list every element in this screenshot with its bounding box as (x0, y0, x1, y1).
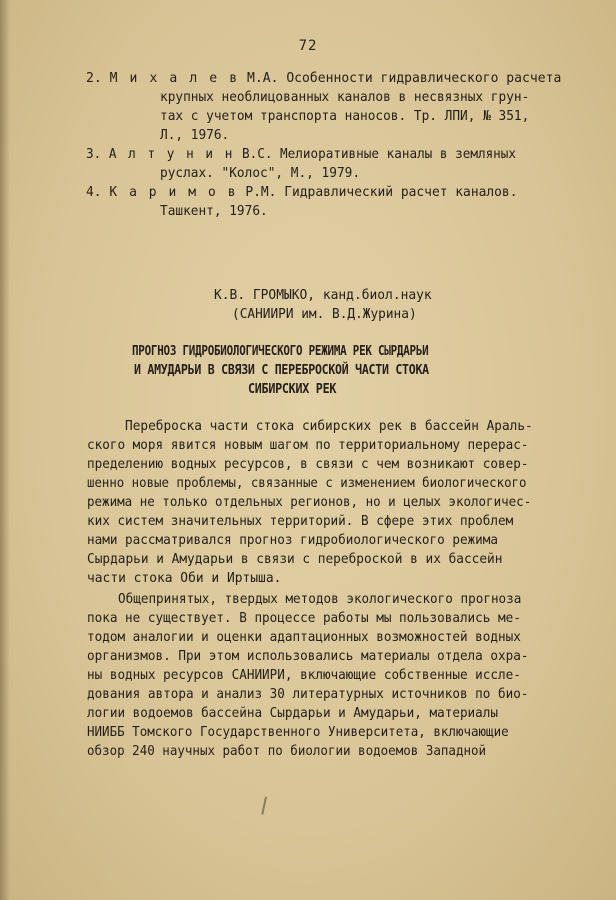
reference-text: В.С. Мелиоративные каналы в земляных (234, 146, 517, 162)
reference-continuation: Л., 1976. (160, 127, 230, 143)
body-text-line: Переброска части стока сибирских рек в бассейн Араль- (125, 418, 533, 434)
reference-number: 4. (86, 184, 102, 200)
reference-item (86, 70, 561, 86)
reference-text: М.А. Особенности гидравлического расчета (239, 70, 562, 86)
page-number: 72 (298, 38, 318, 54)
body-text-line: ны водных ресурсов САНИИРИ, включающие собственные иссле- (87, 667, 521, 683)
reference-continuation: тах с учетом транспорта наносов. Тр. ЛПИ, № 351, (160, 108, 530, 124)
body-text-line: НИИББ Томского Государственного Университета, включающие (87, 724, 509, 740)
reference-continuation: крупных необлицованных каналов в несвязных грун- (160, 89, 530, 105)
body-text-line: шенно новые проблемы, связанные с изменением биологического (87, 475, 527, 491)
body-text-line: режима не только отдельных регионов, но и целых экологичес- (87, 494, 532, 510)
article-title-line: ПРОГНОЗ ГИДРОБИОЛОГИЧЕСКОГО РЕЖИМА РЕК СЫРДАРЬИ (132, 343, 429, 359)
body-text-line: пределению водных ресурсов, в связи с чем возникают совер- (87, 456, 529, 472)
page-edge-shadow (0, 0, 10, 900)
body-text-line: нами рассматривался прогноз гидробиологического режима (87, 532, 499, 548)
reference-continuation: Ташкент, 1976. (160, 203, 268, 219)
body-text-line: тодом аналогии и оценки адаптационных возможностей водных (87, 629, 521, 645)
body-text-line: логии водоемов бассейна Сырдарьи и Амударьи, материалы (87, 705, 499, 721)
body-text-line: Сырдарьи и Амударьи в связи с переброской в их бассейн (87, 551, 503, 567)
reference-author: К а р и м о в (109, 184, 238, 200)
body-text-line: ского моря явится новым шагом по территориальному перерас- (87, 437, 529, 453)
reference-number: 2. (86, 70, 102, 86)
stray-pen-mark (261, 797, 278, 818)
article-title-line: СИБИРСКИХ РЕК (248, 381, 337, 397)
body-text-line: организмов. При этом использовались материалы отдела охра- (87, 648, 529, 664)
reference-text: Р.М. Гидравлический расчет каналов. (237, 184, 518, 200)
author-affiliation: (САНИИРИ им. В.Д.Журина) (232, 306, 417, 322)
body-text-line: ких систем значительных территорий. В сфере этих проблем (87, 513, 514, 529)
body-text-line: части стока Оби и Иртыша. (87, 570, 282, 586)
body-text-line: дования автора и анализ 30 литературных источников по био- (87, 686, 529, 702)
body-text-line: обзор 240 научных работ по биологии водоемов Западной (87, 743, 487, 759)
reference-author: М и х а л е в (109, 70, 240, 86)
body-text-line: Общепринятых, твердых методов экологического прогноза (118, 591, 522, 607)
reference-item (86, 184, 517, 200)
author-name: К.В. ГРОМЫКО, канд.биол.наук (214, 287, 432, 303)
reference-continuation: руслах. "Колос", М., 1979. (160, 165, 361, 181)
reference-author: А л т у н и н (108, 146, 235, 162)
reference-number: 3. (86, 146, 102, 162)
article-title-line: И АМУДАРЬИ В СВЯЗИ С ПЕРЕБРОСКОЙ ЧАСТИ СТОКА (134, 362, 429, 378)
body-text-line: пока не существует. В процессе работы мы пользовались ме- (87, 610, 521, 626)
reference-item (86, 146, 516, 162)
